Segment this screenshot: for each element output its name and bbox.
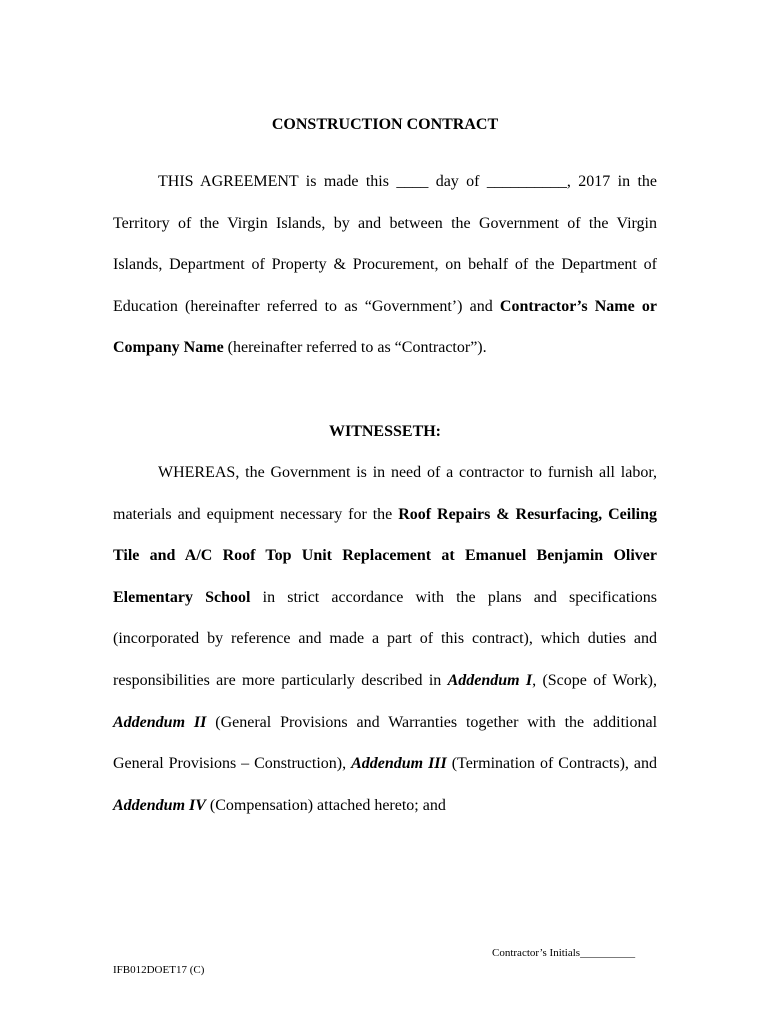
whereas-paragraph <box>113 452 657 826</box>
addendum-2: Addendum II <box>113 713 207 731</box>
addendum-1: Addendum I <box>447 671 533 689</box>
project-title: Roof Repairs & Resurfacing, Ceiling Tile and A/C Roof Top Unit Replacement at Emanuel Benjamin Oliver Elementary School <box>113 505 657 606</box>
agreement-text-1: THIS AGREEMENT is made this ____ day of __________, 2017 in the Territory of the Virgin Islands, by and between the Government of the Virgin Islands, Department of Property & Procurement, on behalf of the Department of Education (hereinafter referred to as “Government’) and <box>113 173 657 315</box>
witnesseth-heading: WITNESSETH: <box>328 423 442 440</box>
contractor-name-placeholder: Contractor’s Name or Company Name <box>113 297 657 357</box>
whereas-text-2: in strict accordance with the plans and specifications (incorporated by reference and made a part of this contract), which duties and responsibilities are more particularly described in <box>113 588 657 689</box>
document-id: IFB012DOET17 (C) <box>113 964 205 976</box>
addendum-3: Addendum III <box>351 755 447 773</box>
document-title: CONSTRUCTION CONTRACT <box>271 116 499 133</box>
whereas-text-3: , (Scope of Work), <box>532 671 657 689</box>
addendum-4: Addendum IV <box>113 796 206 814</box>
whereas-text-5: (Termination of Contracts), and <box>446 755 657 773</box>
agreement-text-2: (hereinafter referred to as “Contractor”). <box>223 339 487 357</box>
contractor-initials-line: Contractor’s Initials__________ <box>492 947 636 959</box>
whereas-text-1: WHEREAS, the Government is in need of a contractor to furnish all labor, materials and equipment necessary for the <box>113 464 657 523</box>
whereas-text-4: (General Provisions and Warranties together with the additional General Provisions – Construction), <box>113 713 658 773</box>
agreement-paragraph <box>113 161 657 369</box>
whereas-text-6: (Compensation) attached hereto; and <box>205 796 446 814</box>
